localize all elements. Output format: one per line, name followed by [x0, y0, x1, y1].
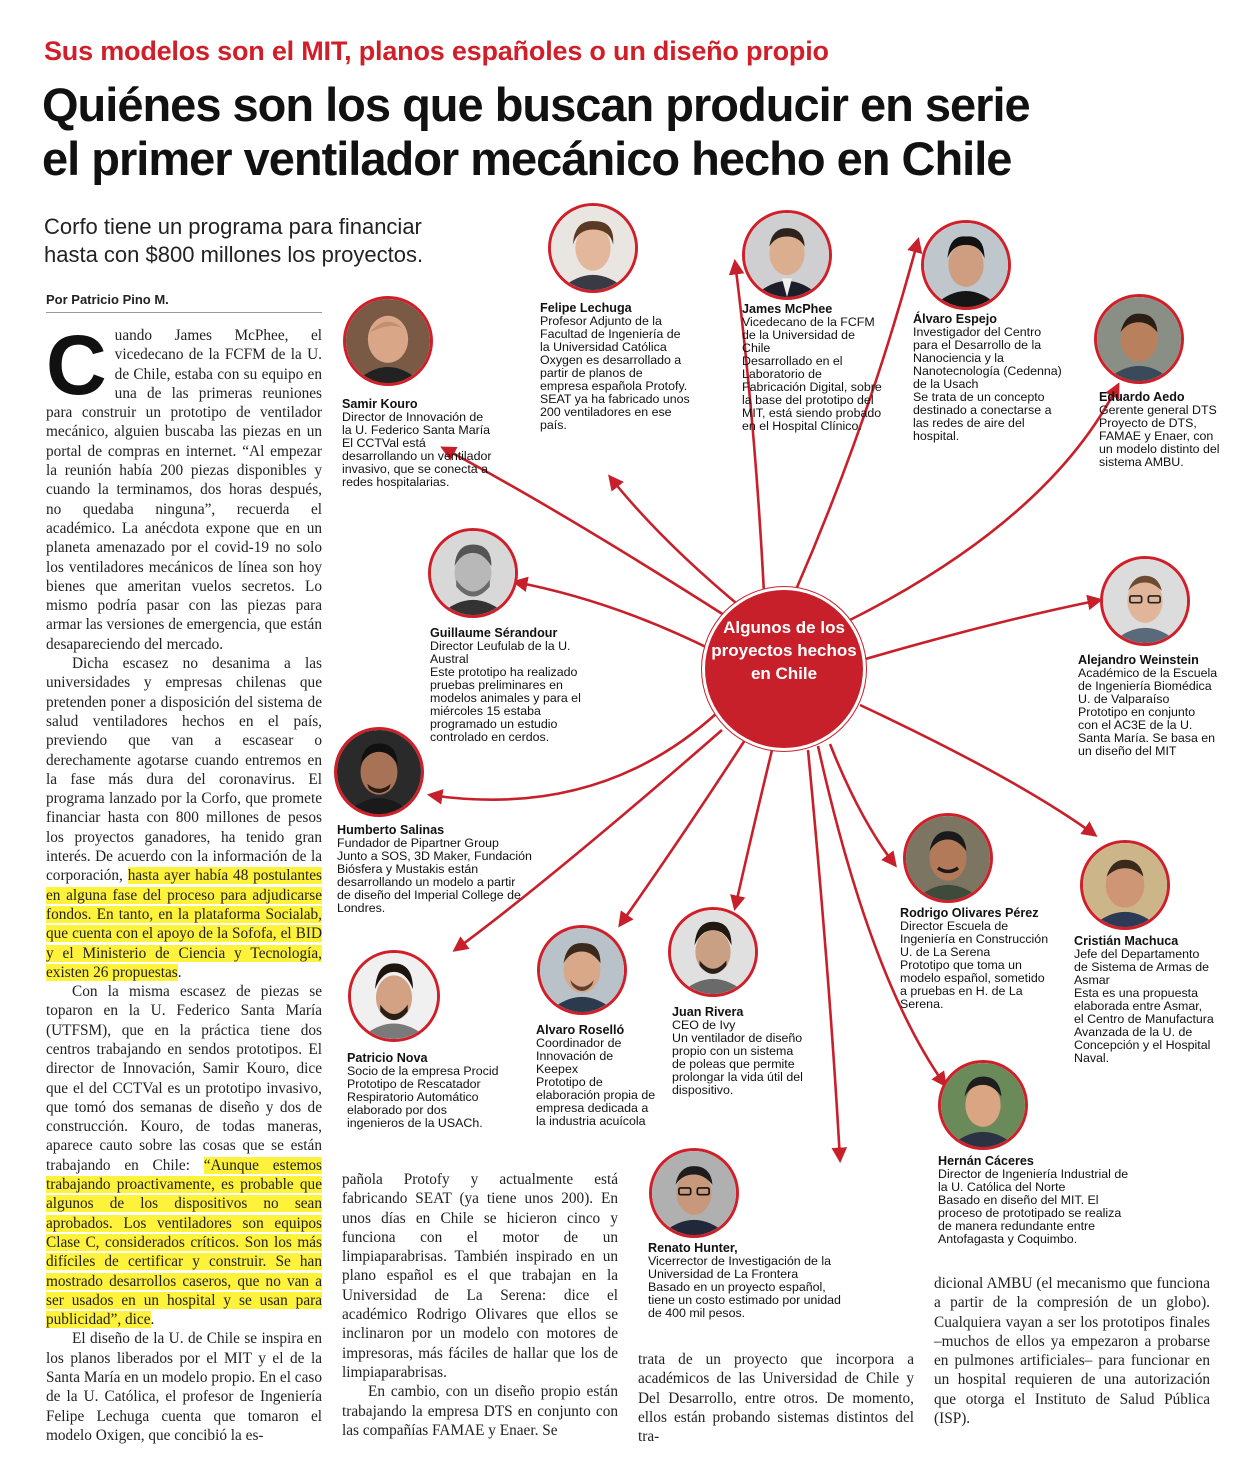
portrait-alvaro-r-icon	[540, 928, 624, 1012]
caption-patricio	[347, 1052, 507, 1130]
portrait-cristian-icon	[1083, 843, 1167, 927]
text-felipe: Profesor Adjunto de la Facultad de Ingeniería de la Universidad Católica Oxygen es desarrollado a partir de planos de empresa española Protofy. SEAT ya ha fabricado unos 200 ventiladores en ese país.	[540, 314, 690, 432]
avatar-renato	[649, 1148, 739, 1238]
paragraph-2-text-a: Dicha escasez no desanima a las universidades y empresas chilenas que pretenden poner a disposición del sistema de salud ventiladores hechos en el país, previendo que van a escasear o derechamente agotarse cuando entremos en la fase más dura del coronavirus. El programa lanzado por la Corfo, que promete financiar hasta con 800 millones de pesos los proyectos ganadores, ha tenido gran interés. De acuerdo con la información de la corporación,	[46, 655, 322, 885]
portrait-humberto-icon	[337, 730, 421, 814]
caption-alejandro	[1078, 654, 1218, 758]
avatar-james	[742, 210, 832, 300]
text-rodrigo: Director Escuela de Ingeniería en Construcción U. de La Serena Prototipo que toma un modelo español, sometido a pruebas en H. de La Serena.	[900, 919, 1049, 1011]
column-4-paragraph-1: dicional AMBU (el mecanismo que funciona a partir de la compresión de un globo). Cualquiera vayan a ser los prototipos finales –muchos de ellos ya empezaron a probarse en pulmones artificiales– para funcionar en un hospital requieren de una autorización que otorga el Instituto de Salud Pública (ISP).	[934, 1275, 1210, 1428]
portrait-renato-icon	[652, 1151, 736, 1235]
caption-samir	[342, 398, 492, 489]
text-alejandro: Académico de la Escuela de Ingeniería Biomédica U. de Valparaíso Prototipo en conjunto con el AC3E de la U. Santa María. Se basa en un diseño del MIT	[1078, 666, 1218, 758]
caption-renato	[648, 1242, 848, 1320]
avatar-juan	[668, 907, 758, 997]
arrow-renato	[808, 750, 840, 1160]
name-renato: Renato Hunter,	[648, 1241, 738, 1255]
arrow-juan	[735, 750, 772, 908]
caption-rodrigo	[900, 907, 1050, 1011]
name-james: James McPhee	[742, 302, 833, 316]
portrait-alejandro-icon	[1103, 559, 1187, 643]
caption-hernan	[938, 1155, 1138, 1246]
portrait-alvaro-icon	[924, 223, 1008, 307]
paragraph-4: El diseño de la U. de Chile se inspira en los planos liberados por el MIT y el de la Santa María en un modelo propio. En el caso de la U. Católica, el profesor de Ingeniería Felipe Lechuga cuenta que tomaron el modelo Oxigen, que concibió la es-	[46, 1330, 322, 1444]
arrow-cristian	[860, 705, 1095, 835]
column-2-paragraph-2: En cambio, con un diseño propio están trabajando la empresa DTS en conjunto con las compañías FAMAE y Enaer. Se	[342, 1383, 618, 1439]
paragraph-3-text-a: Con la misma escasez de piezas se toparon en la U. Federico Santa María (UTFSM), que en la práctica tiene dos centros trabajando en sendos prototipos. El director de Innovación, Samir Kouro, dice que el del CCTVal es un prototipo invasivo, que tomó dos semanas de diseño y dos de construcción. Kouro, de todas maneras, aparece cauto sobre las cosas que se están trabajando en Chile:	[46, 983, 322, 1174]
text-alvaro: Investigador del Centro para el Desarrollo de la Nanociencia y la Nanotecnología (Cedenna) de la Usach Se trata de un concepto destinado a conectarse a las redes de aire del hospital.	[913, 325, 1062, 443]
caption-cristian	[1074, 935, 1214, 1065]
text-eduardo: Gerente general DTS Proyecto de DTS, FAMAE y Enaer, con un modelo distinto del sistema AMBU.	[1099, 403, 1220, 469]
avatar-cristian	[1080, 840, 1170, 930]
name-samir: Samir Kouro	[342, 397, 418, 411]
kicker: Sus modelos son el MIT, planos españoles o un diseño propio	[44, 36, 829, 66]
avatar-alvaro	[921, 220, 1011, 310]
text-james: Vicedecano de la FCFM de la Universidad de Chile Desarrollado en el Laboratorio de Fabricación Digital, sobre la base del prototipo del MIT, está siendo probado en el Hospital Clínico.	[742, 315, 882, 433]
arrow-alejandro	[862, 600, 1100, 660]
hub-circle	[705, 590, 863, 748]
avatar-eduardo	[1094, 294, 1184, 384]
avatar-patricio	[348, 950, 440, 1042]
text-cristian: Jefe del Departamento de Sistema de Armas de Asmar Esta es una propuesta elaborada entre Asmar, el Centro de Manufactura Avanzada de la U. de Concepción y el Hospital Naval.	[1074, 947, 1214, 1065]
caption-guillaume	[430, 627, 605, 744]
name-hernan: Hernán Cáceres	[938, 1154, 1034, 1168]
hub-title: Algunos de los proyectos hechos en Chile	[711, 618, 857, 683]
avatar-felipe	[548, 203, 638, 293]
column-3-paragraph-1: trata de un proyecto que incorpora a académicos de las Universidad de Chile y Del Desarrollo, entre otros. De momento, ellos están probando sistemas distintos del tra-	[638, 1351, 914, 1446]
caption-alvaro-r	[536, 1024, 656, 1128]
portrait-eduardo-icon	[1097, 297, 1181, 381]
name-alejandro: Alejandro Weinstein	[1078, 653, 1199, 667]
portrait-samir-icon	[346, 299, 430, 383]
text-patricio: Socio de la empresa Procid Prototipo de Rescatador Respiratorio Automático elaborado por dos ingenieros de la USACh.	[347, 1064, 499, 1130]
highlighted-text-1: hasta ayer había 48 postulantes en alguna fase del proceso para adjudicarse fondos. En tanto, en la plataforma Socialab, que cuenta con el apoyo de la Sofofa, el BID y el Ministerio de Ciencia y Tecnología, existen 26 propuestas	[46, 867, 322, 981]
name-alvaro-r: Alvaro Roselló	[536, 1023, 625, 1037]
avatar-rodrigo	[903, 813, 993, 903]
headline-line-1: Quiénes son los que buscan producir en serie	[42, 78, 1030, 131]
headline-line-2: el primer ventilador mecánico hecho en Chile	[42, 132, 1012, 185]
column-2-paragraph-1: pañola Protofy y actualmente está fabricando SEAT (ya tiene unos 200). En unos días en Chile se hicieron cinco y funciona con el motor de un limpiaparabrisas. También inspirado en un plano español es el que trabajan en la Universidad de La Serena: dice el académico Rodrigo Olivares que ellos se inclinaron por un modelo con motores de impresoras, más fáciles de hallar que los de limpiaparabrisas.	[342, 1171, 618, 1381]
name-humberto: Humberto Salinas	[337, 823, 445, 837]
paragraph-2-text-b: .	[177, 963, 182, 981]
name-cristian: Cristián Machuca	[1074, 934, 1179, 948]
name-eduardo: Eduardo Aedo	[1099, 390, 1185, 404]
name-alvaro: Álvaro Espejo	[913, 312, 997, 326]
caption-humberto	[337, 824, 532, 915]
arrow-rodrigo	[830, 744, 895, 865]
portrait-rodrigo-icon	[906, 816, 990, 900]
avatar-alejandro	[1100, 556, 1190, 646]
name-rodrigo: Rodrigo Olivares Pérez	[900, 906, 1039, 920]
avatar-alvaro-r	[537, 925, 627, 1015]
deck: Corfo tiene un programa para financiar hasta con $800 millones los proyectos.	[44, 214, 424, 267]
name-juan: Juan Rivera	[672, 1005, 744, 1019]
text-alvaro-r: Coordinador de Innovación de Keepex Prototipo de elaboración propia de empresa dedicada a la industria acuícola	[536, 1036, 656, 1128]
avatar-humberto	[334, 727, 424, 817]
name-patricio: Patricio Nova	[347, 1051, 428, 1065]
text-humberto: Fundador de Pipartner Group Junto a SOS, 3D Maker, Fundación Biósfera y Mustakis están desarrollando un modelo a partir de diseño del Imperial College de Londres.	[337, 836, 532, 915]
dropcap: C	[46, 318, 107, 412]
text-hernan: Director de Ingeniería Industrial de la U. Católica del Norte Basado en diseño del MIT. El proceso de prototipado se realiza de manera redundante entre Antofagasta y Coquimbo.	[938, 1167, 1129, 1246]
avatar-hernan	[938, 1060, 1028, 1150]
text-samir: Director de Innovación de la U. Federico Santa María El CCTVal está desarrollando un ventilador invasivo, que se conecta a redes hospitalarias.	[342, 410, 492, 489]
caption-alvaro	[913, 313, 1063, 443]
name-felipe: Felipe Lechuga	[540, 301, 632, 315]
caption-james	[742, 303, 882, 433]
name-guillaume: Guillaume Sérandour	[430, 626, 558, 640]
portrait-hernan-icon	[941, 1063, 1025, 1147]
portrait-guillaume-icon	[431, 531, 515, 615]
caption-juan	[672, 1006, 807, 1097]
caption-eduardo	[1099, 391, 1224, 469]
paragraph-1-text: uando James McPhee, el vicedecano de la FCFM de la U. de Chile, estaba con su equipo en una de las primeras reuniones para construir un prototipo de ventilador mecánico, alguien buscaba las piezas en un portal de compras en internet. “Al empezar la reunión había 200 piezas disponibles y cuando la terminamos, dos horas después, no quedaba ninguna”, recuerda el académico. La anécdota expone que en un planeta amenazado por el covid-19 no solo los ventiladores mecánicos de línea son hoy bienes que ameritan vuelos secretos. Lo mismo podría pasar con las piezas para armar las versiones de emergencia, que están desapareciendo del mercado.	[46, 327, 322, 653]
byline: Por Patricio Pino M.	[46, 292, 169, 307]
caption-felipe	[540, 302, 690, 432]
portrait-felipe-icon	[551, 206, 635, 290]
portrait-juan-icon	[671, 910, 755, 994]
portrait-james-icon	[745, 213, 829, 297]
portrait-patricio-icon	[351, 953, 437, 1039]
text-renato: Vicerrector de Investigación de la Universidad de La Frontera Basado en un proyecto español, tiene un costo estimado por unidad de 400 mil pesos.	[648, 1254, 841, 1320]
avatar-guillaume	[428, 528, 518, 618]
text-juan: CEO de Ivy Un ventilador de diseño propio con un sistema de poleas que permite prolongar la vida útil del dispositivo.	[672, 1018, 803, 1097]
text-guillaume: Director Leufulab de la U. Austral Este prototipo ha realizado pruebas preliminares en modelos animales y para el miércoles 15 estaba programado un estudio controlado en cerdos.	[430, 639, 581, 744]
avatar-samir	[343, 296, 433, 386]
highlighted-text-2: “Aunque estemos trabajando proactivamente, es probable que algunos de los dispositivos no sean aprobados. Los ventiladores son equipos Clase C, considerados críticos. Son los más difíciles de certificar y construir. Se han mostrado desarrollos caseros, que no van a ser usados en un hospital y se usan para publicidad”, dice	[46, 1156, 322, 1329]
arrow-felipe	[610, 477, 742, 608]
paragraph-3-text-b: .	[150, 1311, 155, 1329]
